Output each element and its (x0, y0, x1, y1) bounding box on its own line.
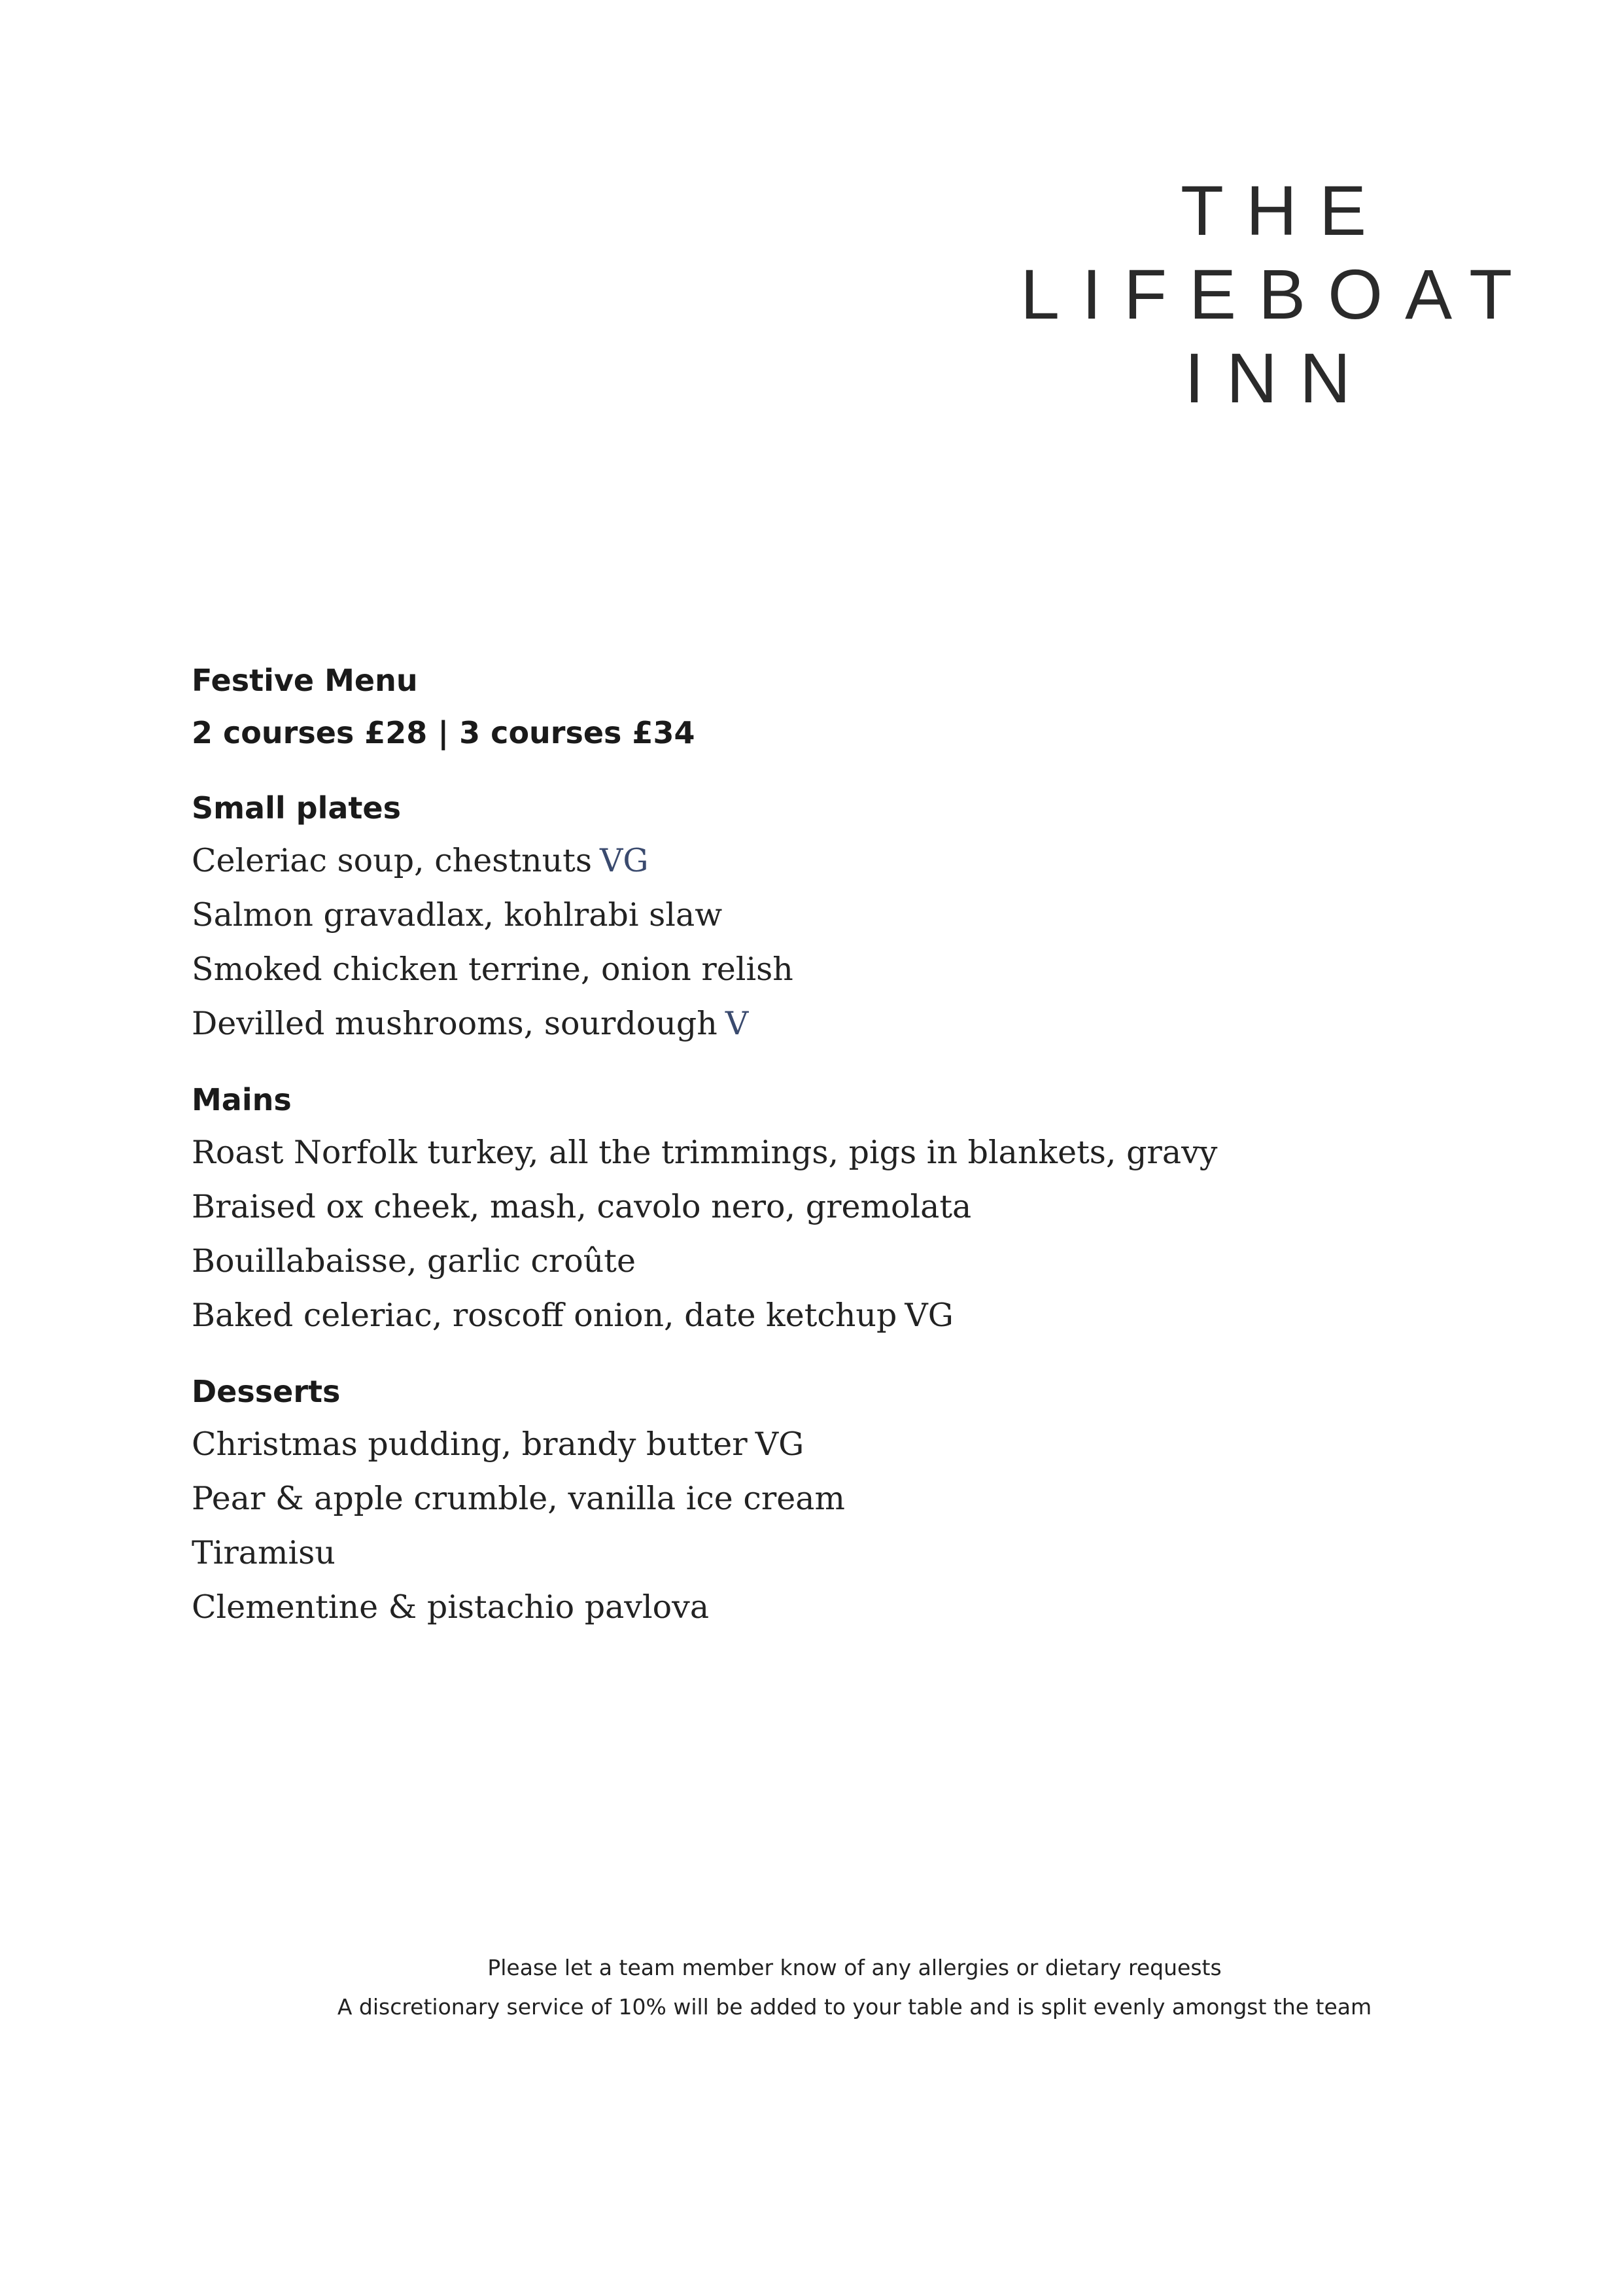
service-charge-note: A discretionary service of 10% will be added to your table and is split evenly amongst the team (337, 1994, 1372, 2020)
dish-name: Salmon gravadlax, kohlrabi slaw (192, 896, 723, 934)
footer-notes (0, 1948, 1624, 2027)
dish-item (192, 942, 1434, 996)
dish-name: Braised ox cheek, mash, cavolo nero, gremolata (192, 1188, 972, 1225)
dietary-tag: VG (600, 842, 649, 879)
dish-name: Tiramisu (192, 1534, 336, 1571)
dish-name: Clementine & pistachio pavlova (192, 1588, 710, 1626)
dish-item (192, 1580, 1434, 1634)
allergy-note: Please let a team member know of any allergies or dietary requests (487, 1955, 1222, 1980)
dish-item (192, 1471, 1434, 1526)
section-small-plates (192, 782, 1434, 1051)
logo-line-lifeboat: LIFEBOAT (1020, 254, 1535, 334)
logo-line-the: THE (1181, 171, 1389, 250)
dish-item (192, 996, 1434, 1051)
dish-name: Christmas pudding, brandy butter (192, 1426, 748, 1463)
dish-name: Celeriac soup, chestnuts (192, 842, 592, 879)
dish-item (192, 833, 1434, 888)
dish-list (192, 1125, 1434, 1342)
section-mains (192, 1074, 1434, 1342)
dietary-tag: VG (905, 1297, 954, 1334)
dish-name: Roast Norfolk turkey, all the trimmings, pigs in blankets, gravy (192, 1134, 1218, 1171)
dish-name: Smoked chicken terrine, onion relish (192, 951, 793, 988)
logo-line-inn: INN (1184, 338, 1373, 417)
dietary-tag: V (725, 1005, 749, 1042)
dish-list (192, 833, 1434, 1051)
menu-title: Festive Menu (192, 663, 418, 698)
dish-name: Bouillabaisse, garlic croûte (192, 1242, 636, 1280)
dish-item (192, 1125, 1434, 1180)
section-heading: Mains (192, 1082, 292, 1117)
dish-list (192, 1417, 1434, 1634)
restaurant-logo (1020, 169, 1535, 420)
dish-item (192, 1526, 1434, 1580)
section-heading: Small plates (192, 790, 401, 826)
dish-name: Devilled mushrooms, sourdough (192, 1005, 717, 1042)
dish-item (192, 1180, 1434, 1234)
menu-price: 2 courses £28 | 3 courses £34 (192, 715, 695, 750)
festive-menu (192, 654, 1434, 1634)
dietary-tag: VG (755, 1426, 804, 1463)
dish-item (192, 1417, 1434, 1471)
dish-item (192, 1288, 1434, 1342)
dish-item (192, 888, 1434, 942)
dish-item (192, 1234, 1434, 1288)
section-desserts (192, 1366, 1434, 1634)
dish-name: Pear & apple crumble, vanilla ice cream (192, 1480, 845, 1517)
section-heading: Desserts (192, 1374, 341, 1409)
dish-name: Baked celeriac, roscoff onion, date ketchup (192, 1297, 897, 1334)
